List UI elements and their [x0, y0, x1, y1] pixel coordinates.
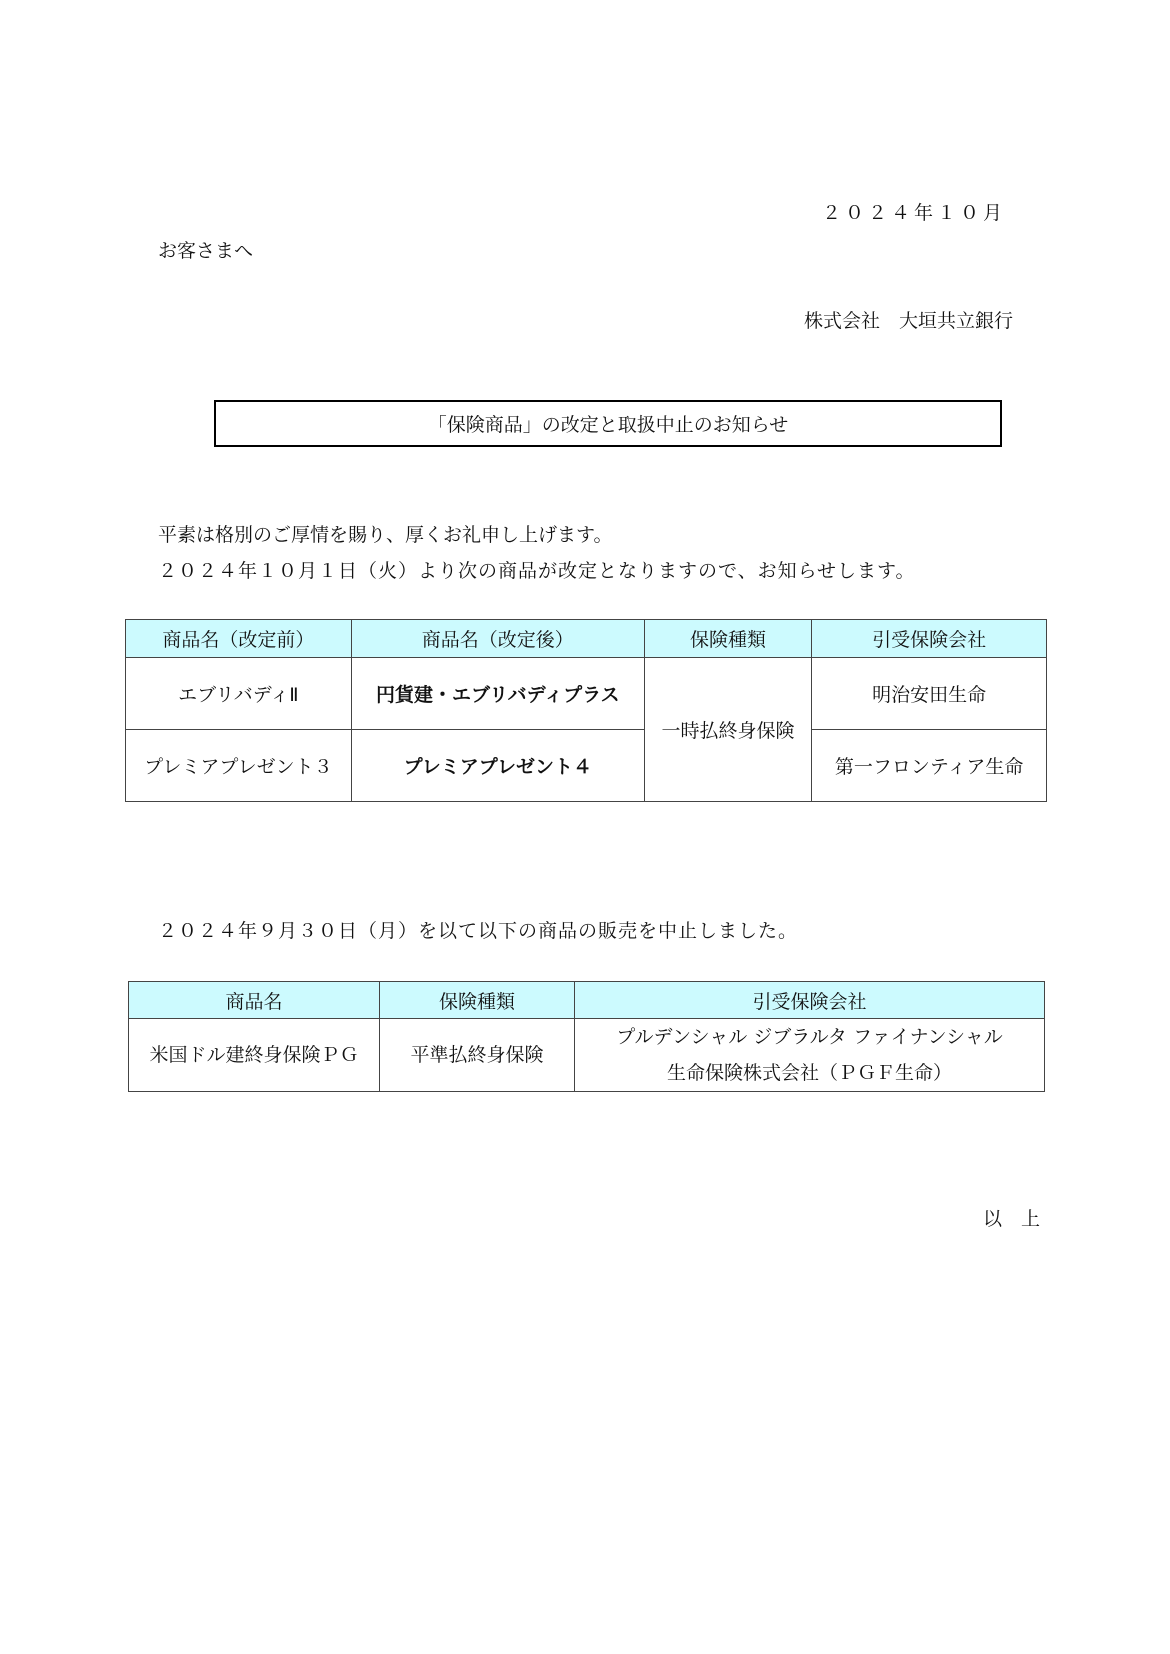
document-date: ２０２４年１０月	[821, 202, 1006, 224]
intro-line-1: 平素は格別のご厚情を賜り、厚くお礼申し上げます。	[158, 524, 613, 546]
notice-title-box	[214, 400, 1002, 447]
recipient: お客さまへ	[158, 240, 254, 262]
product-before: エブリバディⅡ	[126, 658, 352, 730]
header-insurer: 引受保険会社	[812, 620, 1047, 658]
product-name: 米国ドル建終身保険ＰＧ	[129, 1019, 380, 1092]
table-row	[126, 658, 1047, 730]
insurer	[575, 1019, 1045, 1092]
discontinued-table	[128, 981, 1045, 1092]
table-row	[126, 730, 1047, 802]
header-after: 商品名（改定後）	[351, 620, 644, 658]
insurance-type: 平準払終身保険	[380, 1019, 575, 1092]
header-before: 商品名（改定前）	[126, 620, 352, 658]
header-name: 商品名	[129, 982, 380, 1019]
insurer: 明治安田生命	[812, 658, 1047, 730]
product-after: プレミアプレゼント４	[351, 730, 644, 802]
table-row	[129, 1019, 1045, 1092]
header-insurer: 引受保険会社	[575, 982, 1045, 1019]
header-type: 保険種類	[644, 620, 811, 658]
sender: 株式会社 大垣共立銀行	[803, 310, 1013, 332]
product-after: 円貨建・エブリバディプラス	[351, 658, 644, 730]
table-header-row	[126, 620, 1047, 658]
closing-mark: 以 上	[982, 1208, 1040, 1230]
revision-table	[125, 619, 1047, 802]
insurer-line-1: プルデンシャル ジブラルタ ファイナンシャル	[616, 1026, 1003, 1048]
insurer: 第一フロンティア生命	[812, 730, 1047, 802]
discontinued-notice: ２０２４年９月３０日（月）を以て以下の商品の販売を中止しました。	[158, 920, 799, 942]
table-header-row	[129, 982, 1045, 1019]
insurer-line-2: 生命保険株式会社（ＰＧＦ生命）	[666, 1062, 952, 1084]
notice-title: 「保険商品」の改定と取扱中止のお知らせ	[427, 414, 789, 436]
intro-line-2: ２０２４年１０月１日（火）より次の商品が改定となりますので、お知らせします。	[158, 560, 916, 582]
insurance-type: 一時払終身保険	[644, 658, 811, 802]
header-type: 保険種類	[380, 982, 575, 1019]
product-before: プレミアプレゼント３	[126, 730, 352, 802]
